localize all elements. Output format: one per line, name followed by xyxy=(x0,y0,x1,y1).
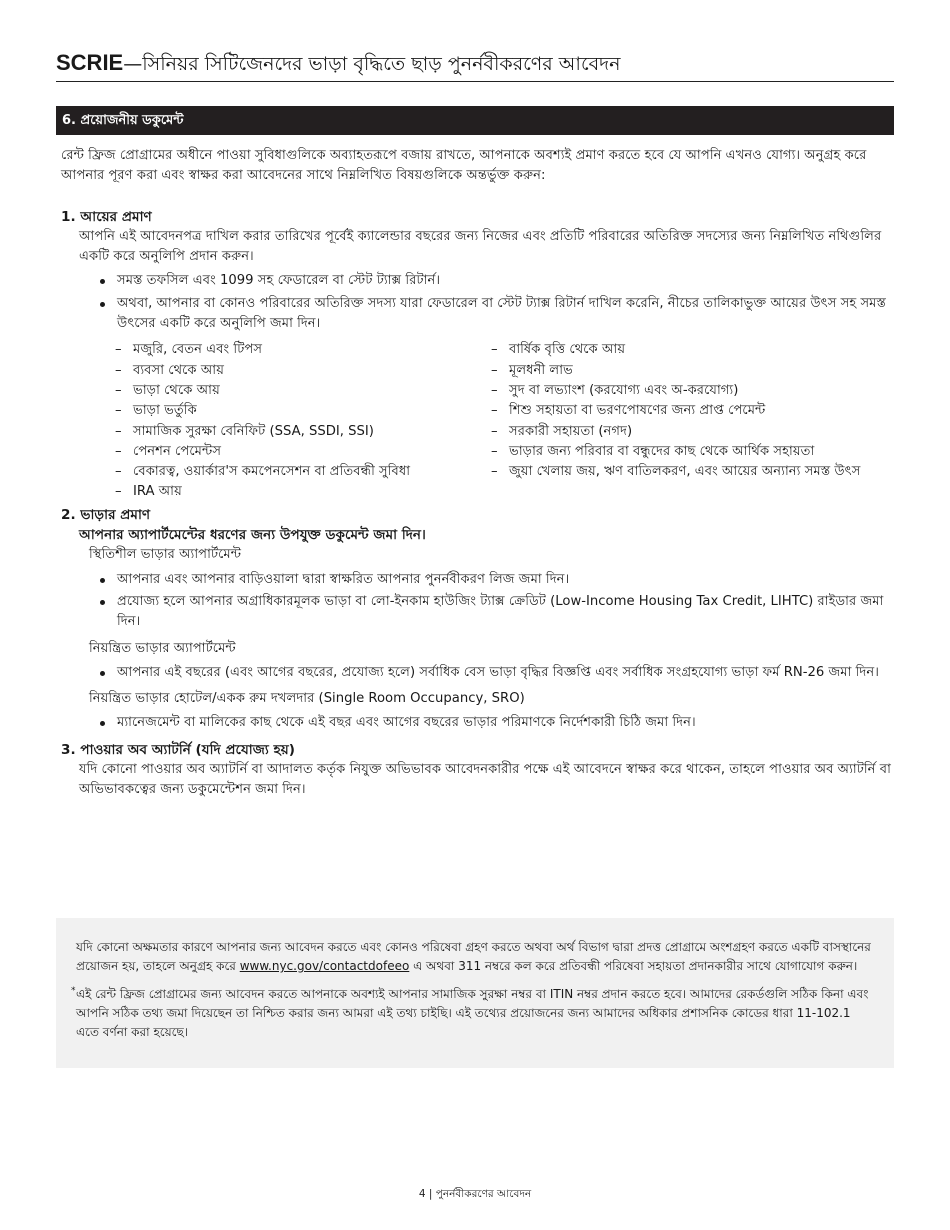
list-item: আপনার এই বছরের (এবং আগের বছরের, প্রযোজ্য হলে) সর্বাধিক বেস ভাড়া বৃদ্ধির বিজ্ঞপ্তি এবং সর্বাধিক সংগ্রহযোগ্য ভাড়া ফর্ম RN-26 জমা দিন। xyxy=(117,663,894,683)
controlled-label: নিয়ন্ত্রিত ভাড়ার অ্যাপার্টমেন্ট xyxy=(89,640,236,656)
list-item: অথবা, আপনার বা কোনও পরিবারের অতিরিক্ত সদস্য যারা ফেডারেল বা স্টেট ট্যাক্স রিটার্ন দাখিল করেনি, নীচের তালিকাভুক্ত আয়ের উৎস সহ সমস্ত উৎসের একটি করে অনুলিপি জমা দিন। xyxy=(117,294,894,335)
page-title xyxy=(56,50,894,82)
stabilized-label: স্থিতিশীল ভাড়ার অ্যাপার্টমেন্ট xyxy=(89,547,242,563)
list-item: – বেকারত্ব, ওয়ার্কার'স কমপেনসেশন বা প্রতিবন্ধী সুবিধা xyxy=(115,462,491,482)
list-item: – পেনশন পেমেন্টস xyxy=(115,442,491,462)
section-intro: রেন্ট ফ্রিজ প্রোগ্রামের অধীনে পাওয়া সুবিধাগুলিকে অব্যাহতরূপে বজায় রাখতে, আপনাকে অবশ্যই প্রমাণ করতে হবে যে আপনি এখনও যোগ্য। অনুগ্রহ করে আপনার পূরণ করা এবং স্বাক্ষর করা আবেদনের সাথে নিম্নলিখিত বিষয়গুলিকে অন্তর্ভুক্ত করুন: xyxy=(61,148,867,184)
title-text: —সিনিয়র সিটিজেনদের ভাড়া বৃদ্ধিতে ছাড় পুনর্নবীকরণের আবেদন xyxy=(123,53,621,75)
poa-heading: 3. পাওয়ার অব অ্যাটর্নি (যদি প্রযোজ্য হয়) xyxy=(61,741,295,758)
sro-bullets xyxy=(61,713,894,733)
controlled-bullets xyxy=(61,663,894,683)
list-item: – ভাড়া থেকে আয় xyxy=(115,381,491,401)
income-sources-columns xyxy=(61,340,894,502)
sro-label: নিয়ন্ত্রিত ভাড়ার হোটেল/একক রুম দখলদার (Single Room Occupancy, SRO) xyxy=(89,691,525,707)
section-content xyxy=(61,146,894,801)
list-item: ম্যানেজমেন্ট বা মালিকের কাছ থেকে এই বছর এবং আগের বছরের ভাড়ার পরিমাণকে নির্দেশকারী চিঠি জমা দিন। xyxy=(117,713,894,733)
title-code: SCRIE xyxy=(56,50,124,75)
income-bullets xyxy=(61,271,894,334)
income-sources-left xyxy=(115,340,491,502)
list-item: – ব্যবসা থেকে আয় xyxy=(115,361,491,381)
rent-heading: 2. ভাড়ার প্রমাণ xyxy=(61,506,151,523)
list-item: – জুয়া খেলায় জয়, ঋণ বাতিলকরণ, এবং আয়ের অন্যান্য সমস্ত উৎস xyxy=(491,462,867,482)
footer-notice-box xyxy=(56,918,894,1068)
stabilized-bullets xyxy=(61,570,894,633)
list-item: – সামাজিক সুরক্ষা বেনিফিট (SSA, SSDI, SSI) xyxy=(115,422,491,442)
list-item: আপনার এবং আপনার বাড়িওয়ালা দ্বারা স্বাক্ষরিত আপনার পুনর্নবীকরণ লিজ জমা দিন। xyxy=(117,570,894,590)
list-item: – সুদ বা লভ্যাংশ (করযোগ্য এবং অ-করযোগ্য) xyxy=(491,381,867,401)
list-item: – IRA আয় xyxy=(115,482,491,502)
income-text: আপনি এই আবেদনপত্র দাখিল করার তারিখের পূর্বেই ক্যালেন্ডার বছরের জন্য নিজের এবং প্রতিটি পরিবারের অতিরিক্ত সদস্যের জন্য নিম্নলিখিত নথিগুলির একটি করে অনুলিপি প্রদান করুন। xyxy=(79,228,882,265)
list-item: প্রযোজ্য হলে আপনার অগ্রাধিকারমূলক ভাড়া বা লো-ইনকাম হাউজিং ট্যাক্স ক্রেডিট (Low-Income Housing Tax Credit, LIHTC) রাইডার জমা দিন। xyxy=(117,592,894,633)
section-header-bar: 6. প্রয়োজনীয় ডকুমেন্ট xyxy=(56,106,894,135)
income-sources-right xyxy=(491,340,867,502)
list-item: – ভাড়া ভর্তুকি xyxy=(115,401,491,421)
list-item: – বার্ষিক বৃত্তি থেকে আয় xyxy=(491,340,867,360)
list-item: – ভাড়ার জন্য পরিবার বা বন্ধুদের কাছ থেকে আর্থিক সহায়তা xyxy=(491,442,867,462)
rent-subheading: আপনার অ্যাপার্টমেন্টের ধরণের জন্য উপযুক্ত ডকুমেন্ট জমা দিন। xyxy=(79,527,426,544)
list-item: – শিশু সহায়তা বা ভরণপোষণের জন্য প্রাপ্ত পেমেন্ট xyxy=(491,401,867,421)
income-heading: 1. আয়ের প্রমাণ xyxy=(61,208,152,225)
page-number: 4 | পুনর্নবীকরণের আবেদন xyxy=(418,1188,532,1200)
list-item: – মজুরি, বেতন এবং টিপস xyxy=(115,340,491,360)
poa-text: যদি কোনো পাওয়ার অব অ্যাটর্নি বা আদালত কর্তৃক নিযুক্ত অভিভাবক আবেদনকারীর পক্ষে এই আবেদনে স্বাক্ষর করে থাকেন, তাহলে পাওয়ার অব অ্যাটর্নি বা অভিভাবকত্বের জন্য ডকুমেন্টেশন জমা দিন। xyxy=(79,762,891,798)
list-item: – সরকারী সহায়তা (নগদ) xyxy=(491,422,867,442)
accessibility-notice: যদি কোনো অক্ষমতার কারণে আপনার জন্য আবেদন করতে এবং কোনও পরিষেবা গ্রহণ করতে অথবা অর্থ বিভাগ দ্বারা প্রদত্ত প্রোগ্রামে অংশগ্রহণ করতে একটি বাসস্থানের প্রয়োজন হয়, তাহলে অনুগ্রহ করে www.nyc.gov/contactdofeeo এ অথবা 311 নম্বরে কল করে প্রতিবন্ধী পরিষেবা সহায়তা প্রদানকারীর সাথে যোগাযোগ করুন। xyxy=(76,940,871,973)
contact-link[interactable]: www.nyc.gov/contactdofeeo xyxy=(239,959,410,973)
list-item: সমস্ত তফসিল এবং 1099 সহ ফেডারেল বা স্টেট ট্যাক্স রিটার্ন। xyxy=(117,271,894,291)
list-item: – মূলধনী লাভ xyxy=(491,361,867,381)
footnote-star: * xyxy=(71,986,76,996)
ssn-notice: * এই রেন্ট ফ্রিজ প্রোগ্রামের জন্য আবেদন করতে আপনাকে অবশ্যই আপনার সামাজিক সুরক্ষা নম্বর বা ITIN নম্বর প্রদান করতে হবে। আমাদের রেকর্ডগুলি সঠিক কিনা এবং আপনি সঠিক তথ্য জমা দিয়েছেন তা নিশ্চিত করার জন্য আমরা এই তথ্য চাইছি। এই তথ্যের প্রয়োজনের জন্য আমাদের অধিকার প্রশাসনিক কোডের ধারা 11-102.1 এতে বর্ণনা করা হয়েছে। xyxy=(76,985,876,1042)
